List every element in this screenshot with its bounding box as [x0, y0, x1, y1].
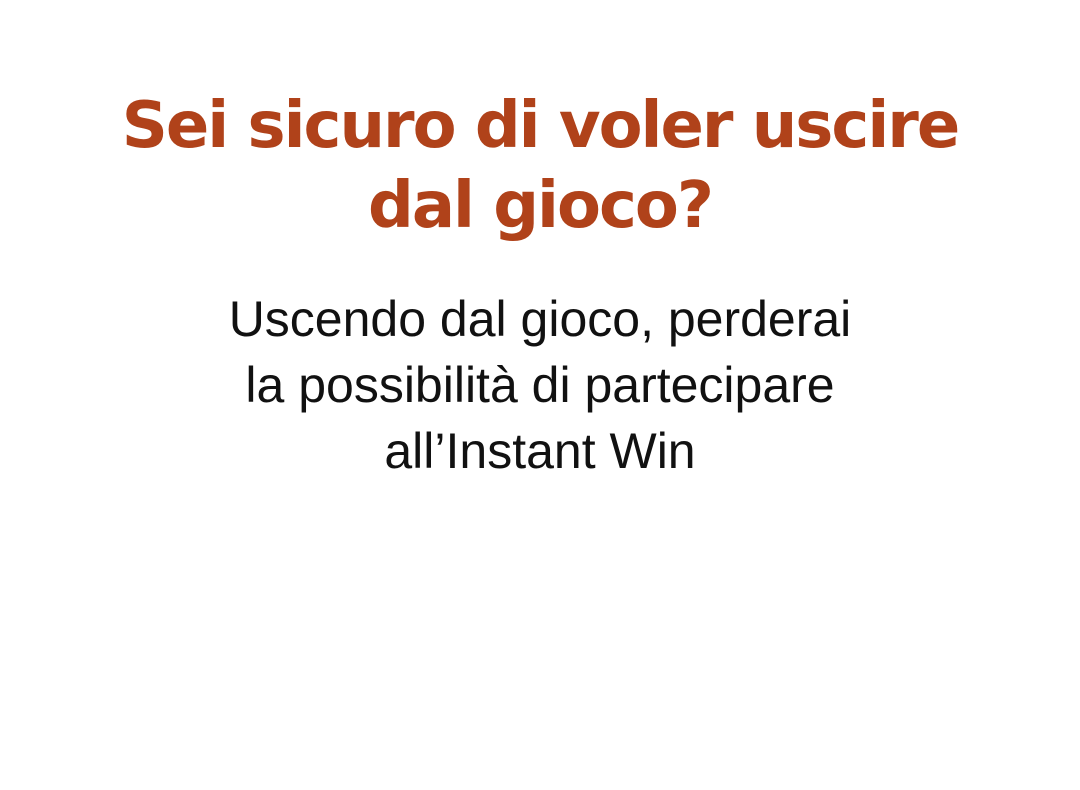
dialog-title-line: Sei sicuro di voler uscire [121, 89, 959, 163]
dialog-message [140, 286, 940, 484]
dialog-message-line: all’Instant Win [384, 423, 696, 479]
dialog-message-line: la possibilità di partecipare [245, 357, 835, 413]
dialog-title [40, 86, 1040, 246]
dialog-message-line: Uscendo dal gioco, perderai [228, 291, 852, 347]
dialog-title-line: dal gioco? [368, 169, 712, 243]
